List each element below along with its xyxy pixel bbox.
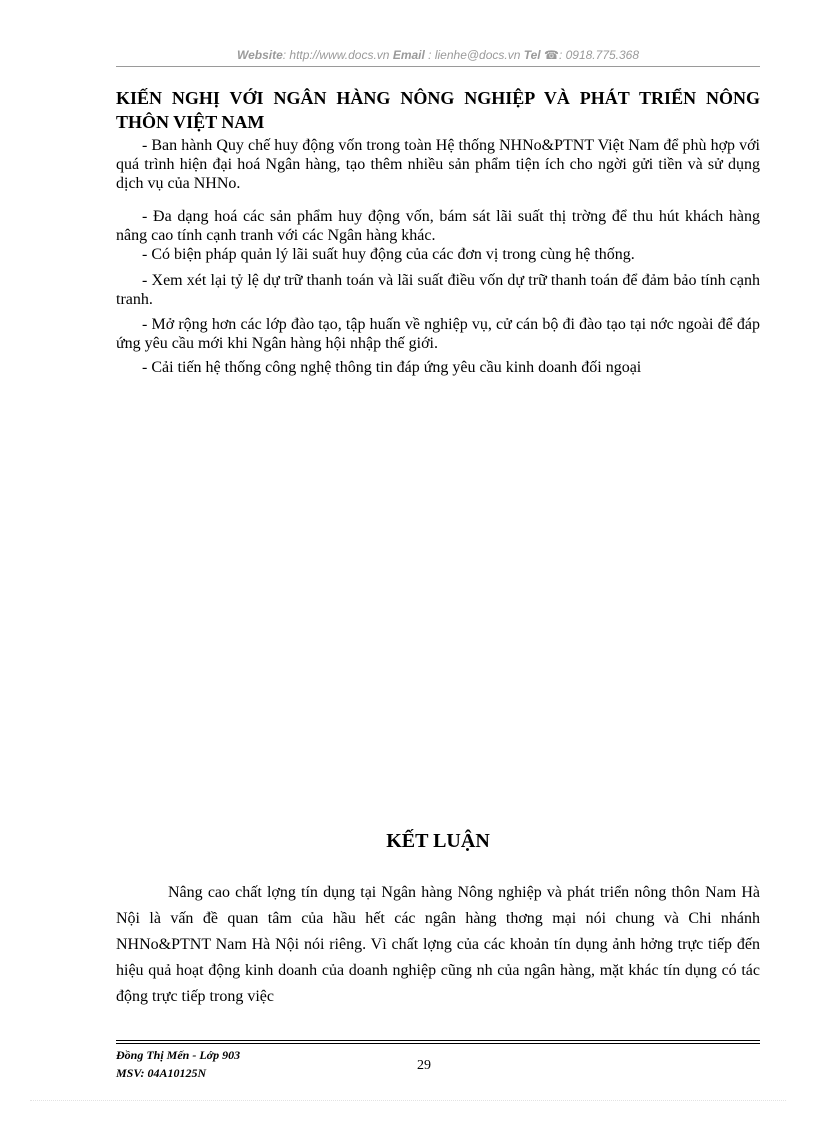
header-divider: [116, 66, 760, 67]
email-label: Email: [392, 48, 425, 62]
footer-author: Đồng Thị Mến - Lớp 903: [116, 1048, 241, 1062]
recommendation-5: - Mở rộng hơn các lớp đào tạo, tập huấn về nghiệp vụ, cử cán bộ đi đào tạo tại nớc ngoài để đáp ứng yêu cầu mới khi Ngân hàng hội nhập thế giới.: [116, 316, 760, 352]
conclusion-paragraph: Nâng cao chất lợng tín dụng tại Ngân hàng Nông nghiệp và phát triển nông thôn Nam Hà Nội là vấn đề quan tâm của hầu hết các ngân hàng thơng mại nói chung và Chi nhánh NHNo&PTNT Nam Hà Nội nói riêng. Vì chất lợng của các khoản tín dụng ảnh hởng trực tiếp đến hiệu quả hoạt động kinh doanh của doanh nghiệp cũng nh của ngân hàng, mặt khác tín dụng có tác động trực tiếp trong việc: [116, 884, 760, 1005]
tel-label: Tel: [523, 48, 541, 62]
tel-value: ☎: 0918.775.368: [544, 48, 640, 62]
section-title: KIẾN NGHỊ VỚI NGÂN HÀNG NÔNG NGHIỆP VÀ PHÁT TRIỂN NÔNG THÔN VIỆT NAM: [116, 88, 760, 132]
email-value: : lienhe@docs.vn: [428, 48, 521, 62]
footer-divider-bottom: [116, 1043, 760, 1044]
recommendation-1: - Ban hành Quy chế huy động vốn trong toàn Hệ thống NHNo&PTNT Việt Nam để phù hợp với quá trình hiện đại hoá Ngân hàng, tạo thêm nhiều sản phẩm tiện ích cho ngời gửi tiền và sử dụng dịch vụ của NHNo.: [116, 137, 760, 192]
footer-student-id: MSV: 04A10125N: [116, 1066, 207, 1080]
page-edge-dots: [30, 1100, 786, 1101]
website-label: Website: [236, 48, 283, 62]
recommendation-2: - Đa dạng hoá các sản phẩm huy động vốn, bám sát lãi suất thị trờng để thu hút khách hàng nâng cao tính cạnh tranh với các Ngân hàng khác.: [116, 208, 760, 244]
recommendation-4: - Xem xét lại tỷ lệ dự trữ thanh toán và lãi suất điều vốn dự trữ thanh toán để đảm bảo tính cạnh tranh.: [116, 272, 760, 308]
recommendation-3: - Có biện pháp quản lý lãi suất huy động của các đơn vị trong cùng hệ thống.: [142, 246, 635, 263]
footer-divider-top: [116, 1040, 760, 1041]
recommendation-6: - Cải tiến hệ thống công nghệ thông tin đáp ứng yêu cầu kinh doanh đối ngoại: [142, 359, 642, 376]
conclusion-title: KẾT LUẬN: [386, 830, 490, 852]
page-header: [116, 48, 760, 62]
website-value: : http://www.docs.vn: [282, 48, 390, 62]
page-number: 29: [417, 1058, 431, 1073]
